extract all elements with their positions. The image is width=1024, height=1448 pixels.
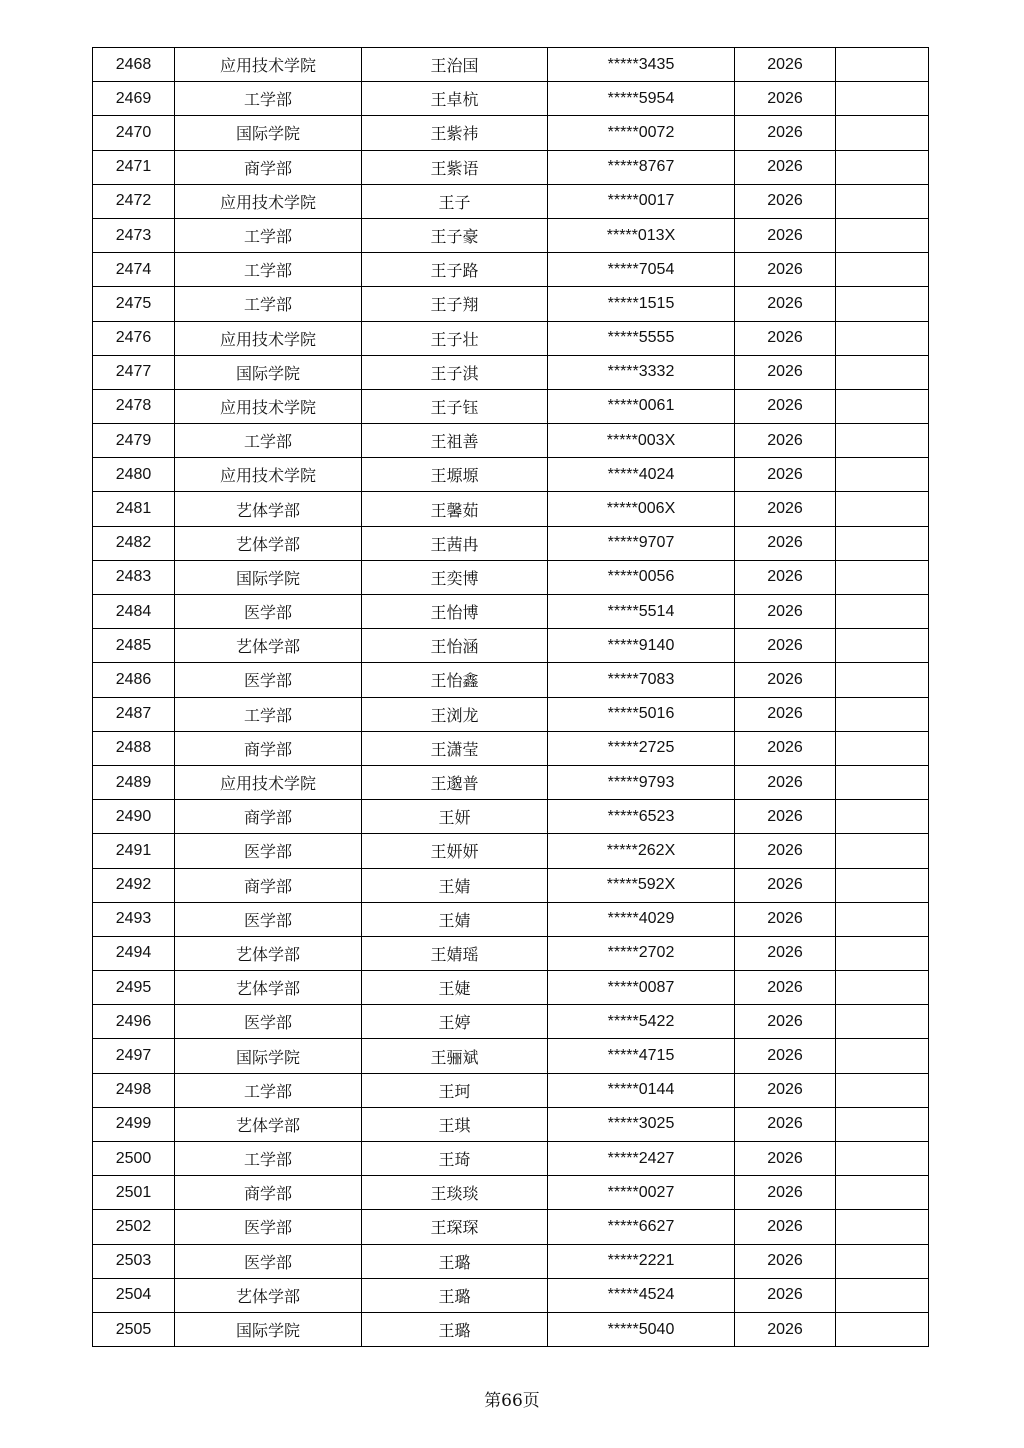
student-name-cell: 王子豪: [362, 218, 548, 252]
row-number-cell: 2498: [93, 1073, 175, 1107]
remark-cell: [836, 765, 929, 799]
masked-id-cell: *****013X: [548, 218, 735, 252]
year-cell: 2026: [735, 868, 836, 902]
department-cell: 艺体学部: [175, 526, 362, 560]
row-number-cell: 2469: [93, 82, 175, 116]
masked-id-cell: *****0056: [548, 560, 735, 594]
masked-id-cell: *****3025: [548, 1107, 735, 1141]
table-row: [93, 1039, 929, 1073]
roster-sheet: [92, 47, 929, 1347]
masked-id-cell: *****2221: [548, 1244, 735, 1278]
masked-id-cell: *****3435: [548, 48, 735, 82]
year-cell: 2026: [735, 458, 836, 492]
masked-id-cell: *****003X: [548, 424, 735, 458]
row-number-cell: 2477: [93, 355, 175, 389]
department-cell: 艺体学部: [175, 492, 362, 526]
table-row: [93, 1176, 929, 1210]
student-name-cell: 王浏龙: [362, 697, 548, 731]
student-name-cell: 王琦: [362, 1142, 548, 1176]
year-cell: 2026: [735, 1005, 836, 1039]
remark-cell: [836, 1278, 929, 1312]
table-row: [93, 82, 929, 116]
department-cell: 工学部: [175, 82, 362, 116]
remark-cell: [836, 936, 929, 970]
department-cell: 医学部: [175, 902, 362, 936]
masked-id-cell: *****4715: [548, 1039, 735, 1073]
remark-cell: [836, 184, 929, 218]
row-number-cell: 2471: [93, 150, 175, 184]
masked-id-cell: *****0017: [548, 184, 735, 218]
row-number-cell: 2472: [93, 184, 175, 218]
department-cell: 应用技术学院: [175, 184, 362, 218]
remark-cell: [836, 1073, 929, 1107]
year-cell: 2026: [735, 526, 836, 560]
remark-cell: [836, 82, 929, 116]
year-cell: 2026: [735, 971, 836, 1005]
masked-id-cell: *****0087: [548, 971, 735, 1005]
department-cell: 医学部: [175, 1210, 362, 1244]
remark-cell: [836, 458, 929, 492]
table-row: [93, 765, 929, 799]
table-row: [93, 560, 929, 594]
student-name-cell: 王塬塬: [362, 458, 548, 492]
department-cell: 商学部: [175, 1176, 362, 1210]
year-cell: 2026: [735, 48, 836, 82]
table-row: [93, 936, 929, 970]
student-name-cell: 王琪: [362, 1107, 548, 1141]
student-name-cell: 王琰琰: [362, 1176, 548, 1210]
student-name-cell: 王邈普: [362, 765, 548, 799]
masked-id-cell: *****5016: [548, 697, 735, 731]
masked-id-cell: *****5954: [548, 82, 735, 116]
student-name-cell: 王婧: [362, 902, 548, 936]
row-number-cell: 2484: [93, 595, 175, 629]
table-row: [93, 1073, 929, 1107]
student-name-cell: 王骊斌: [362, 1039, 548, 1073]
masked-id-cell: *****0072: [548, 116, 735, 150]
department-cell: 工学部: [175, 1073, 362, 1107]
department-cell: 商学部: [175, 150, 362, 184]
remark-cell: [836, 526, 929, 560]
masked-id-cell: *****7083: [548, 663, 735, 697]
table-row: [93, 116, 929, 150]
student-name-cell: 王馨茹: [362, 492, 548, 526]
remark-cell: [836, 355, 929, 389]
department-cell: 工学部: [175, 287, 362, 321]
masked-id-cell: *****2427: [548, 1142, 735, 1176]
row-number-cell: 2486: [93, 663, 175, 697]
student-name-cell: 王祖善: [362, 424, 548, 458]
remark-cell: [836, 697, 929, 731]
year-cell: 2026: [735, 1278, 836, 1312]
remark-cell: [836, 902, 929, 936]
masked-id-cell: *****2725: [548, 731, 735, 765]
student-name-cell: 王璐: [362, 1278, 548, 1312]
department-cell: 工学部: [175, 253, 362, 287]
table-row: [93, 389, 929, 423]
masked-id-cell: *****3332: [548, 355, 735, 389]
table-row: [93, 424, 929, 458]
row-number-cell: 2492: [93, 868, 175, 902]
year-cell: 2026: [735, 697, 836, 731]
department-cell: 工学部: [175, 1142, 362, 1176]
table-row: [93, 595, 929, 629]
remark-cell: [836, 629, 929, 663]
department-cell: 商学部: [175, 800, 362, 834]
year-cell: 2026: [735, 321, 836, 355]
year-cell: 2026: [735, 663, 836, 697]
masked-id-cell: *****7054: [548, 253, 735, 287]
table-row: [93, 834, 929, 868]
year-cell: 2026: [735, 1210, 836, 1244]
department-cell: 艺体学部: [175, 1278, 362, 1312]
table-row: [93, 184, 929, 218]
student-name-cell: 王子路: [362, 253, 548, 287]
year-cell: 2026: [735, 184, 836, 218]
row-number-cell: 2483: [93, 560, 175, 594]
year-cell: 2026: [735, 936, 836, 970]
year-cell: 2026: [735, 1107, 836, 1141]
table-row: [93, 458, 929, 492]
row-number-cell: 2485: [93, 629, 175, 663]
row-number-cell: 2490: [93, 800, 175, 834]
department-cell: 应用技术学院: [175, 48, 362, 82]
student-name-cell: 王怡鑫: [362, 663, 548, 697]
masked-id-cell: *****592X: [548, 868, 735, 902]
masked-id-cell: *****8767: [548, 150, 735, 184]
student-name-cell: 王子钰: [362, 389, 548, 423]
row-number-cell: 2502: [93, 1210, 175, 1244]
masked-id-cell: *****5040: [548, 1312, 735, 1346]
student-name-cell: 王子淇: [362, 355, 548, 389]
remark-cell: [836, 834, 929, 868]
row-number-cell: 2475: [93, 287, 175, 321]
row-number-cell: 2482: [93, 526, 175, 560]
year-cell: 2026: [735, 1142, 836, 1176]
row-number-cell: 2478: [93, 389, 175, 423]
remark-cell: [836, 1107, 929, 1141]
year-cell: 2026: [735, 629, 836, 663]
year-cell: 2026: [735, 560, 836, 594]
remark-cell: [836, 868, 929, 902]
remark-cell: [836, 424, 929, 458]
row-number-cell: 2503: [93, 1244, 175, 1278]
student-name-cell: 王紫祎: [362, 116, 548, 150]
page-number: 第66页: [484, 1391, 540, 1411]
student-name-cell: 王婧瑶: [362, 936, 548, 970]
student-name-cell: 王璐: [362, 1244, 548, 1278]
table-row: [93, 1005, 929, 1039]
remark-cell: [836, 1039, 929, 1073]
masked-id-cell: *****5514: [548, 595, 735, 629]
row-number-cell: 2497: [93, 1039, 175, 1073]
year-cell: 2026: [735, 1244, 836, 1278]
masked-id-cell: *****0144: [548, 1073, 735, 1107]
student-name-cell: 王珂: [362, 1073, 548, 1107]
masked-id-cell: *****0027: [548, 1176, 735, 1210]
table-row: [93, 526, 929, 560]
department-cell: 国际学院: [175, 355, 362, 389]
row-number-cell: 2504: [93, 1278, 175, 1312]
table-row: [93, 1142, 929, 1176]
masked-id-cell: *****006X: [548, 492, 735, 526]
table-row: [93, 697, 929, 731]
table-row: [93, 629, 929, 663]
student-name-cell: 王潇莹: [362, 731, 548, 765]
department-cell: 应用技术学院: [175, 389, 362, 423]
remark-cell: [836, 1244, 929, 1278]
row-number-cell: 2487: [93, 697, 175, 731]
department-cell: 工学部: [175, 697, 362, 731]
student-name-cell: 王奕博: [362, 560, 548, 594]
table-row: [93, 663, 929, 697]
department-cell: 商学部: [175, 731, 362, 765]
row-number-cell: 2468: [93, 48, 175, 82]
student-name-cell: 王婧: [362, 868, 548, 902]
row-number-cell: 2500: [93, 1142, 175, 1176]
table-row: [93, 287, 929, 321]
table-row: [93, 800, 929, 834]
table-row: [93, 902, 929, 936]
row-number-cell: 2473: [93, 218, 175, 252]
department-cell: 艺体学部: [175, 971, 362, 1005]
student-name-cell: 王子壮: [362, 321, 548, 355]
department-cell: 医学部: [175, 1244, 362, 1278]
remark-cell: [836, 595, 929, 629]
remark-cell: [836, 389, 929, 423]
table-row: [93, 253, 929, 287]
year-cell: 2026: [735, 424, 836, 458]
row-number-cell: 2505: [93, 1312, 175, 1346]
row-number-cell: 2499: [93, 1107, 175, 1141]
year-cell: 2026: [735, 765, 836, 799]
year-cell: 2026: [735, 355, 836, 389]
remark-cell: [836, 560, 929, 594]
department-cell: 医学部: [175, 834, 362, 868]
masked-id-cell: *****262X: [548, 834, 735, 868]
masked-id-cell: *****9793: [548, 765, 735, 799]
remark-cell: [836, 1210, 929, 1244]
year-cell: 2026: [735, 595, 836, 629]
row-number-cell: 2493: [93, 902, 175, 936]
table-row: [93, 218, 929, 252]
department-cell: 应用技术学院: [175, 321, 362, 355]
masked-id-cell: *****6627: [548, 1210, 735, 1244]
student-name-cell: 王紫语: [362, 150, 548, 184]
table-row: [93, 971, 929, 1005]
department-cell: 国际学院: [175, 116, 362, 150]
year-cell: 2026: [735, 731, 836, 765]
department-cell: 国际学院: [175, 1039, 362, 1073]
department-cell: 艺体学部: [175, 629, 362, 663]
student-name-cell: 王婷: [362, 1005, 548, 1039]
row-number-cell: 2480: [93, 458, 175, 492]
masked-id-cell: *****4524: [548, 1278, 735, 1312]
student-name-cell: 王婕: [362, 971, 548, 1005]
student-name-cell: 王琛琛: [362, 1210, 548, 1244]
department-cell: 工学部: [175, 218, 362, 252]
row-number-cell: 2476: [93, 321, 175, 355]
year-cell: 2026: [735, 492, 836, 526]
year-cell: 2026: [735, 1176, 836, 1210]
masked-id-cell: *****5422: [548, 1005, 735, 1039]
remark-cell: [836, 287, 929, 321]
remark-cell: [836, 48, 929, 82]
masked-id-cell: *****9140: [548, 629, 735, 663]
student-name-cell: 王子翔: [362, 287, 548, 321]
remark-cell: [836, 218, 929, 252]
remark-cell: [836, 492, 929, 526]
row-number-cell: 2496: [93, 1005, 175, 1039]
table-row: [93, 321, 929, 355]
year-cell: 2026: [735, 287, 836, 321]
department-cell: 国际学院: [175, 1312, 362, 1346]
remark-cell: [836, 800, 929, 834]
student-name-cell: 王治国: [362, 48, 548, 82]
table-row: [93, 1244, 929, 1278]
table-row: [93, 868, 929, 902]
department-cell: 医学部: [175, 1005, 362, 1039]
year-cell: 2026: [735, 1039, 836, 1073]
department-cell: 应用技术学院: [175, 458, 362, 492]
masked-id-cell: *****2702: [548, 936, 735, 970]
student-name-cell: 王茜冉: [362, 526, 548, 560]
remark-cell: [836, 1142, 929, 1176]
table-row: [93, 1278, 929, 1312]
roster-table: [92, 47, 929, 1347]
row-number-cell: 2494: [93, 936, 175, 970]
row-number-cell: 2470: [93, 116, 175, 150]
department-cell: 商学部: [175, 868, 362, 902]
year-cell: 2026: [735, 82, 836, 116]
row-number-cell: 2479: [93, 424, 175, 458]
year-cell: 2026: [735, 800, 836, 834]
department-cell: 艺体学部: [175, 1107, 362, 1141]
row-number-cell: 2495: [93, 971, 175, 1005]
department-cell: 艺体学部: [175, 936, 362, 970]
remark-cell: [836, 1312, 929, 1346]
masked-id-cell: *****9707: [548, 526, 735, 560]
roster-body: [93, 48, 929, 1347]
year-cell: 2026: [735, 1073, 836, 1107]
row-number-cell: 2489: [93, 765, 175, 799]
masked-id-cell: *****1515: [548, 287, 735, 321]
row-number-cell: 2491: [93, 834, 175, 868]
student-name-cell: 王卓杭: [362, 82, 548, 116]
year-cell: 2026: [735, 902, 836, 936]
student-name-cell: 王怡涵: [362, 629, 548, 663]
year-cell: 2026: [735, 253, 836, 287]
student-name-cell: 王子: [362, 184, 548, 218]
department-cell: 国际学院: [175, 560, 362, 594]
student-name-cell: 王璐: [362, 1312, 548, 1346]
year-cell: 2026: [735, 834, 836, 868]
table-row: [93, 355, 929, 389]
row-number-cell: 2488: [93, 731, 175, 765]
table-row: [93, 1312, 929, 1346]
masked-id-cell: *****5555: [548, 321, 735, 355]
masked-id-cell: *****4029: [548, 902, 735, 936]
table-row: [93, 48, 929, 82]
remark-cell: [836, 116, 929, 150]
department-cell: 医学部: [175, 595, 362, 629]
student-name-cell: 王妍妍: [362, 834, 548, 868]
table-row: [93, 492, 929, 526]
remark-cell: [836, 663, 929, 697]
table-row: [93, 731, 929, 765]
masked-id-cell: *****6523: [548, 800, 735, 834]
remark-cell: [836, 321, 929, 355]
remark-cell: [836, 971, 929, 1005]
remark-cell: [836, 253, 929, 287]
remark-cell: [836, 1005, 929, 1039]
year-cell: 2026: [735, 389, 836, 423]
remark-cell: [836, 1176, 929, 1210]
student-name-cell: 王怡博: [362, 595, 548, 629]
year-cell: 2026: [735, 218, 836, 252]
row-number-cell: 2501: [93, 1176, 175, 1210]
department-cell: 医学部: [175, 663, 362, 697]
row-number-cell: 2481: [93, 492, 175, 526]
year-cell: 2026: [735, 150, 836, 184]
department-cell: 工学部: [175, 424, 362, 458]
masked-id-cell: *****0061: [548, 389, 735, 423]
row-number-cell: 2474: [93, 253, 175, 287]
year-cell: 2026: [735, 116, 836, 150]
table-row: [93, 1210, 929, 1244]
remark-cell: [836, 150, 929, 184]
remark-cell: [836, 731, 929, 765]
masked-id-cell: *****4024: [548, 458, 735, 492]
student-name-cell: 王妍: [362, 800, 548, 834]
department-cell: 应用技术学院: [175, 765, 362, 799]
table-row: [93, 1107, 929, 1141]
table-row: [93, 150, 929, 184]
year-cell: 2026: [735, 1312, 836, 1346]
